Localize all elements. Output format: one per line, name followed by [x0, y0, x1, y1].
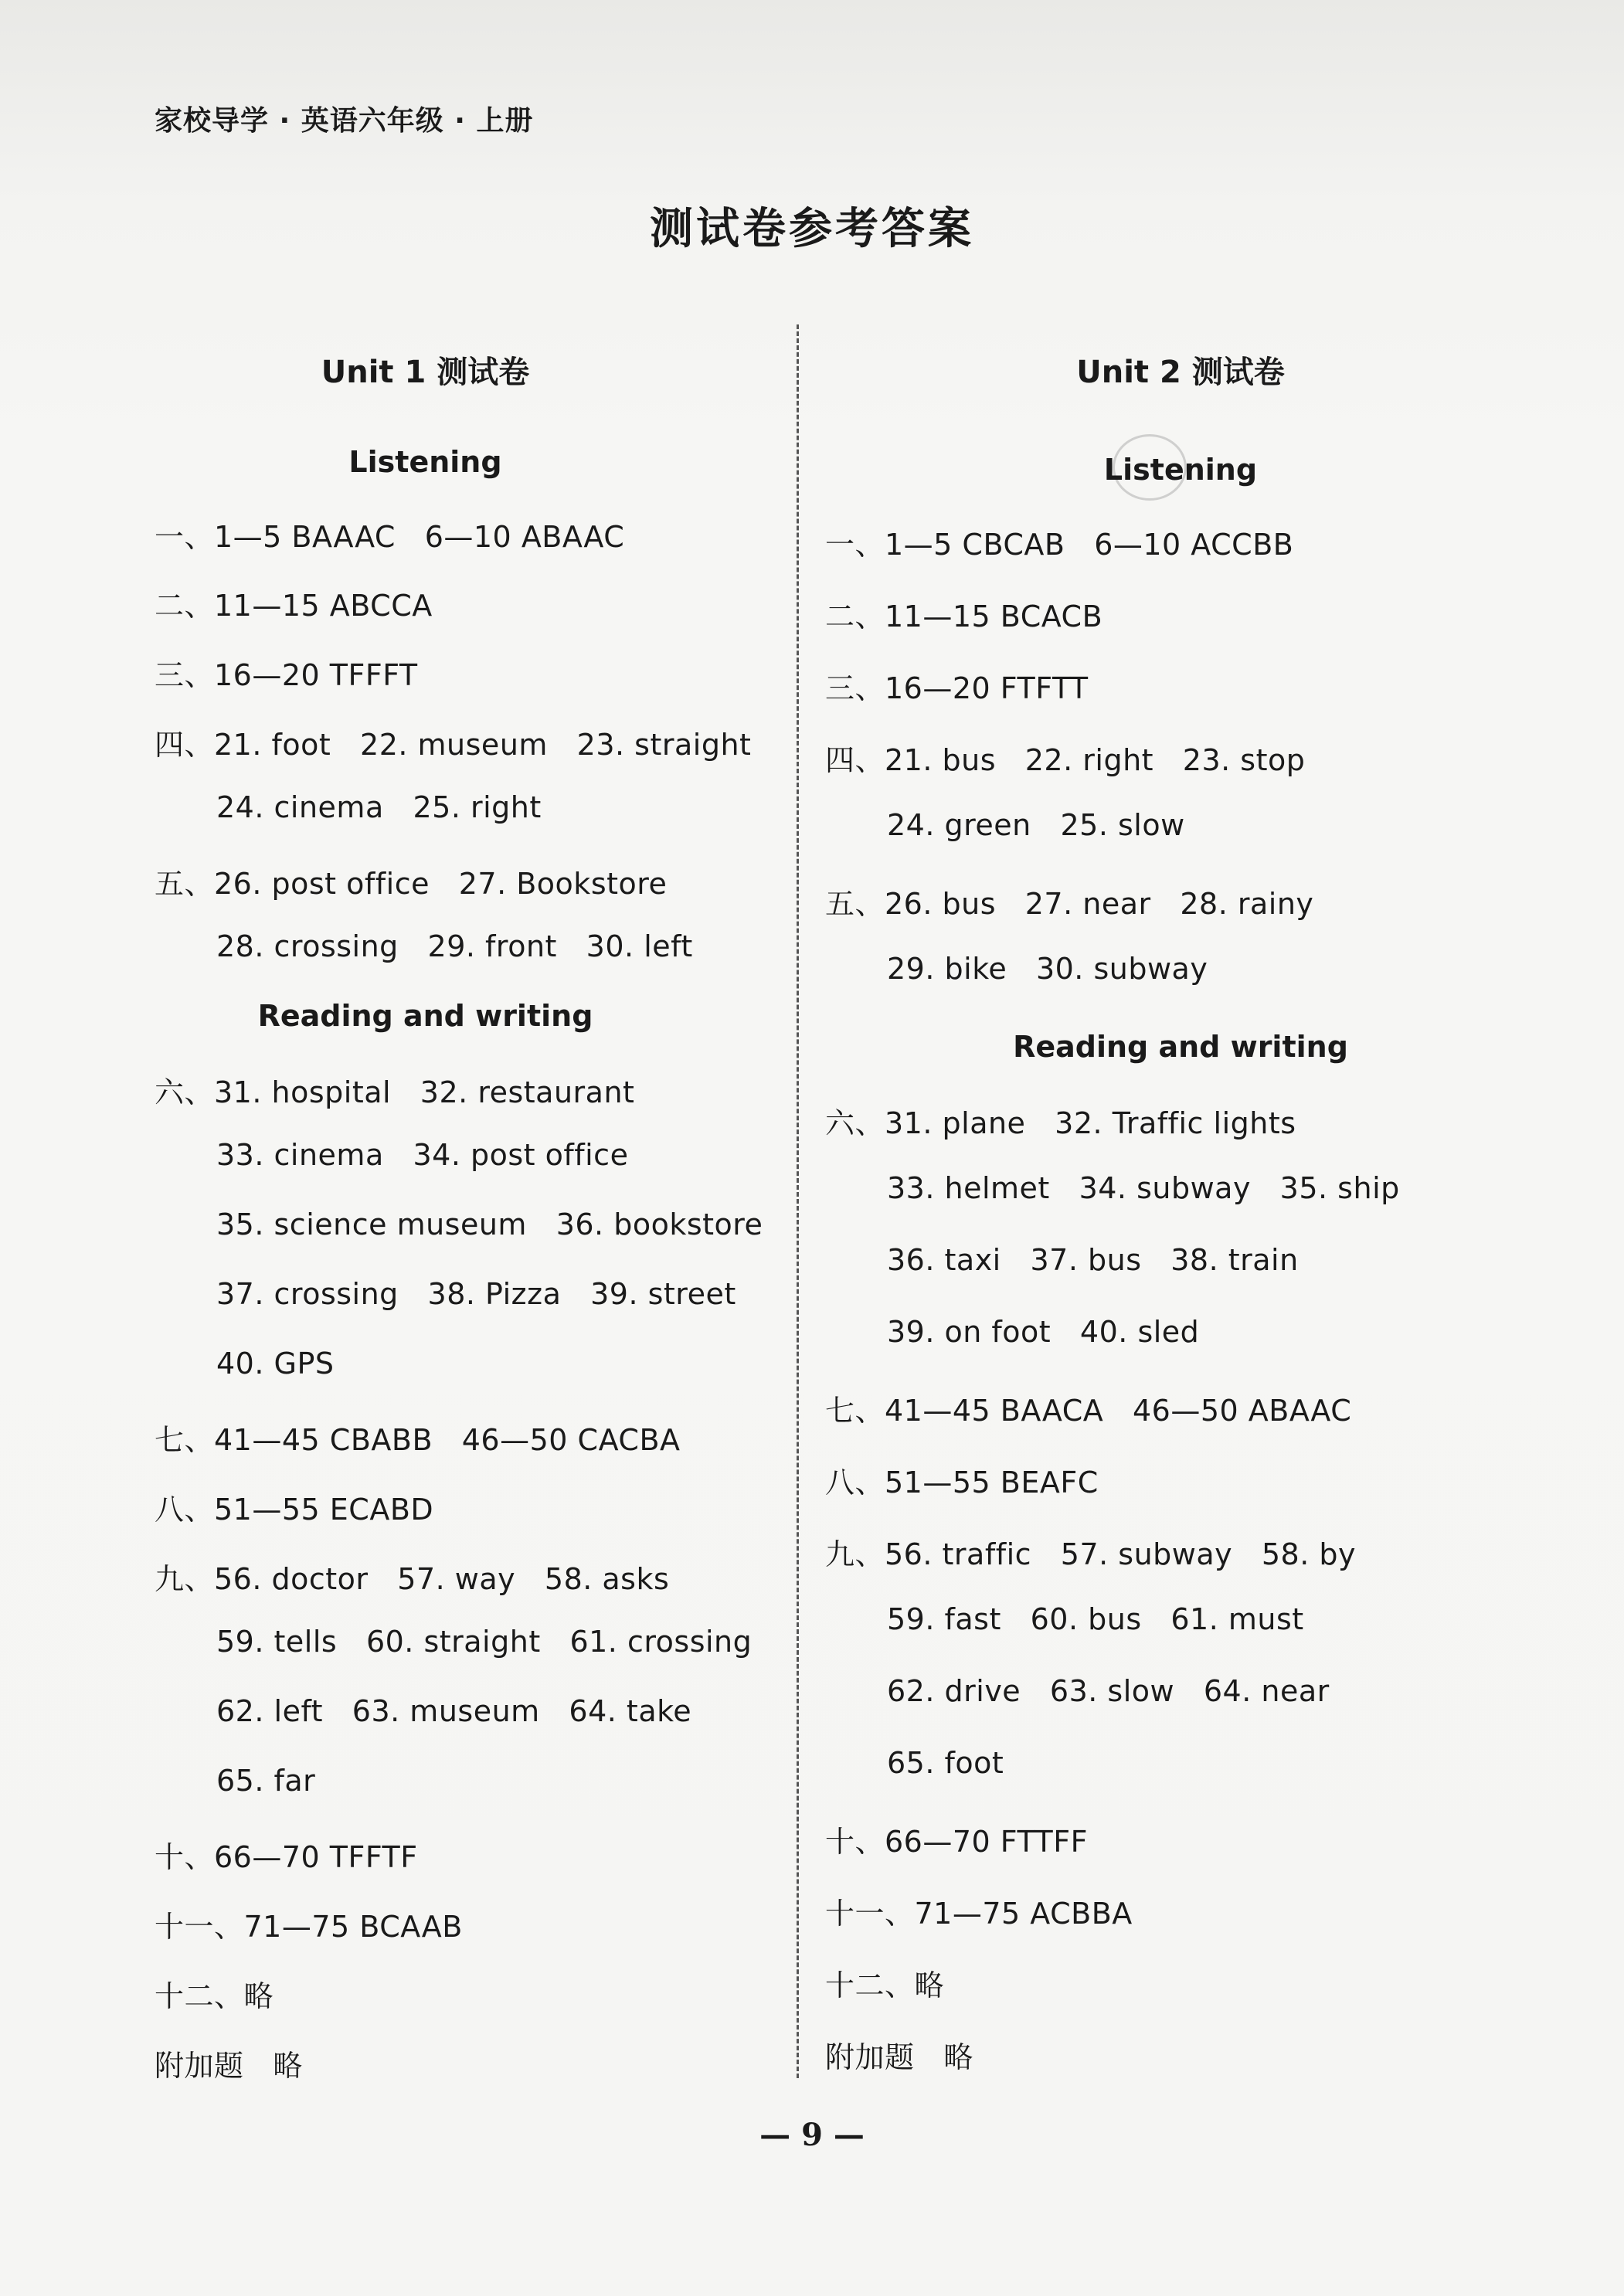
unit2-row: 三、16—20 FTFTT [825, 671, 1089, 705]
unit1-row: 28. crossing 29. front 30. left [216, 929, 693, 963]
unit2-row: 五、26. bus 27. near 28. rainy [825, 887, 1314, 921]
unit1-row: 一、1—5 BAAAC 6—10 ABAAC [155, 520, 625, 554]
unit1-row: 37. crossing 38. Pizza 39. street [216, 1277, 736, 1311]
unit1-row: 四、21. foot 22. museum 23. straight [155, 728, 752, 762]
unit1-title: Unit 1 测试卷 [321, 355, 530, 390]
unit2-row: 九、56. traffic 57. subway 58. by [825, 1537, 1356, 1571]
unit2-row: 36. taxi 37. bus 38. train [887, 1243, 1299, 1277]
unit2-title: Unit 2 测试卷 [1076, 355, 1285, 390]
unit2-row: 十一、71—75 ACBBA [825, 1897, 1133, 1931]
unit2-row: 二、11—15 BCACB [825, 599, 1103, 633]
unit2-row: 八、51—55 BEAFC [825, 1466, 1099, 1500]
unit2-row: 33. helmet 34. subway 35. ship [887, 1171, 1400, 1205]
unit1-row: 59. tells 60. straight 61. crossing [216, 1625, 753, 1659]
unit2-row: 四、21. bus 22. right 23. stop [825, 743, 1306, 777]
unit1-row: 33. cinema 34. post office [216, 1138, 629, 1172]
unit1-row: 35. science museum 36. bookstore [216, 1207, 763, 1241]
unit2-row: 65. foot [887, 1746, 1004, 1780]
unit2-row: 62. drive 63. slow 64. near [887, 1674, 1330, 1708]
page-title: 测试卷参考答案 [650, 203, 974, 254]
unit1-row: 三、16—20 TFFFT [155, 658, 418, 692]
unit1-row: 二、11—15 ABCCA [155, 589, 433, 623]
unit1-row: 附加题 略 [155, 2049, 303, 2083]
unit2-row: 39. on foot 40. sled [887, 1315, 1200, 1349]
unit2-row: 十、66—70 FTTFF [825, 1825, 1088, 1859]
unit1-row: 五、26. post office 27. Bookstore [155, 867, 668, 901]
unit1-row: 七、41—45 CBABB 46—50 CACBA [155, 1423, 681, 1457]
unit2-row: 59. fast 60. bus 61. must [887, 1602, 1304, 1636]
unit1-row: 十、66—70 TFFTF [155, 1840, 418, 1874]
unit1-row: 40. GPS [216, 1347, 335, 1381]
unit2-row: 一、1—5 CBCAB 6—10 ACCBB [825, 528, 1294, 562]
unit2-row: 十二、略 [825, 1968, 945, 2002]
unit2-listening-title: Listening [1103, 453, 1258, 487]
unit1-row: 八、51—55 ECABD [155, 1493, 434, 1527]
unit2-reading-title: Reading and writing [1013, 1030, 1348, 1064]
unit1-row: 六、31. hospital 32. restaurant [155, 1075, 635, 1109]
unit1-listening-title: Listening [348, 445, 502, 479]
unit1-row: 62. left 63. museum 64. take [216, 1694, 692, 1728]
book-header: 家校导学 · 英语六年级 · 上册 [155, 105, 534, 137]
unit1-row: 九、56. doctor 57. way 58. asks [155, 1562, 670, 1596]
unit1-row: 24. cinema 25. right [216, 790, 542, 824]
column-divider [797, 324, 799, 2078]
page-number: — 9 — [759, 2117, 865, 2153]
unit2-row: 24. green 25. slow [887, 808, 1185, 842]
unit1-reading-title: Reading and writing [257, 999, 593, 1033]
unit2-row: 六、31. plane 32. Traffic lights [825, 1106, 1296, 1140]
unit2-row: 29. bike 30. subway [887, 952, 1208, 986]
unit1-row: 十一、71—75 BCAAB [155, 1910, 463, 1944]
unit2-row: 七、41—45 BAACA 46—50 ABAAC [825, 1394, 1352, 1428]
unit2-row: 附加题 略 [825, 2040, 973, 2074]
unit1-row: 65. far [216, 1764, 316, 1798]
unit1-row: 十二、略 [155, 1979, 274, 2013]
